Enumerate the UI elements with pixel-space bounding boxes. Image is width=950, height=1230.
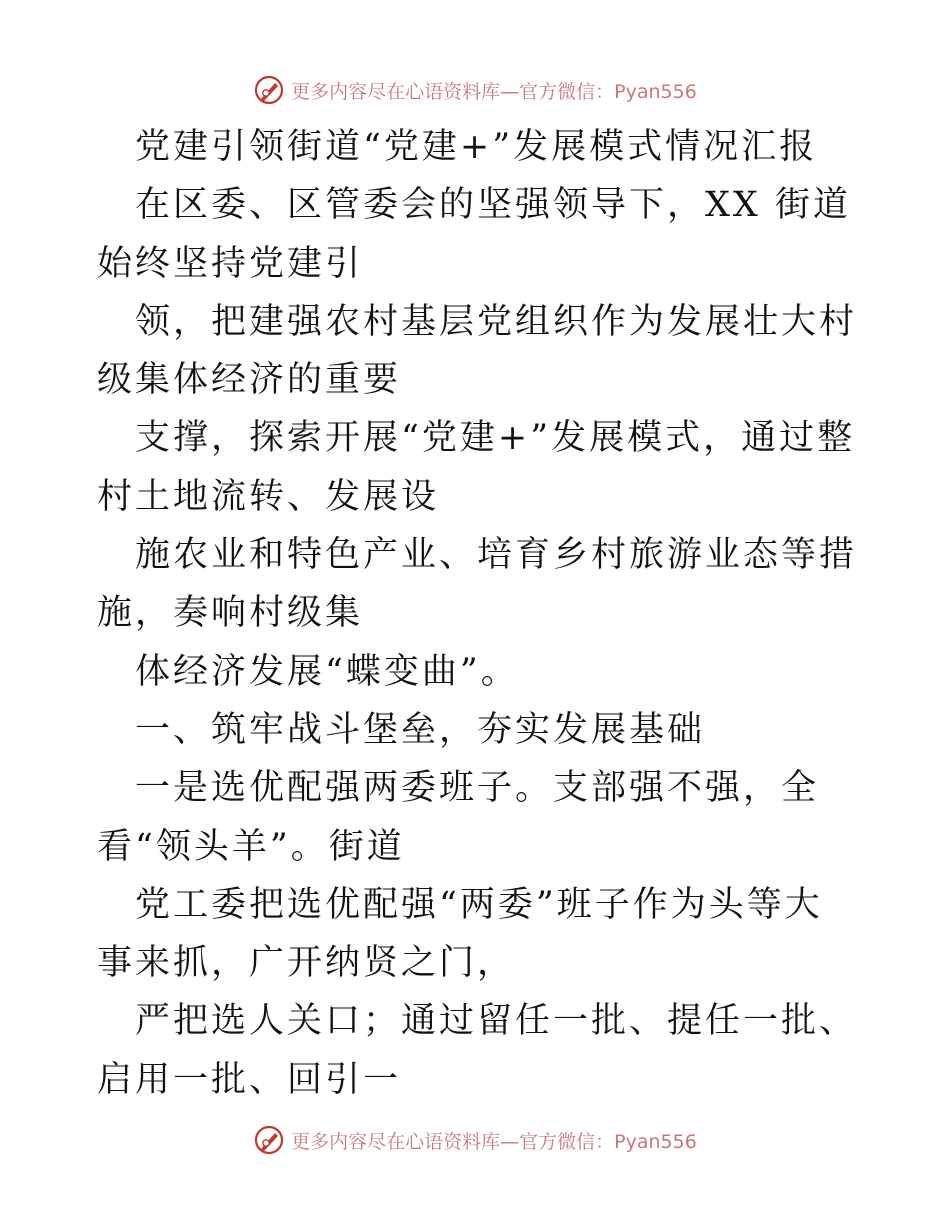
document-title: 党建引领街道“党建+”发展模式情况汇报	[135, 127, 818, 167]
header-watermark	[0, 70, 950, 110]
footer-watermark	[0, 1120, 950, 1160]
paragraph: 支撑，探索开展“党建+”发展模式，通过整村土地流转、发展设	[97, 418, 856, 517]
section-heading: 一、筑牢战斗堡垒，夯实发展基础	[135, 709, 706, 750]
document-body	[97, 118, 857, 1109]
paragraph: 领，把建强农村基层党组织作为发展壮大村级集体经济的重要	[97, 301, 858, 401]
paragraph: 体经济发展“蝶变曲”。	[135, 651, 519, 692]
paragraph: 严把选人关口；通过留任一批、提任一批、启用一批、回引一	[97, 1001, 858, 1100]
quill-pen-seal-icon	[253, 74, 285, 106]
paragraph: 一是选优配强两委班子。支部强不强，全看“领头羊”。街道	[97, 768, 820, 867]
paragraph: 施农业和特色产业、培育乡村旅游业态等措施，奏响村级集	[97, 535, 858, 634]
paragraph: 在区委、区管委会的坚强领导下，XX 街道始终坚持党建引	[97, 185, 851, 284]
watermark-text: 更多内容尽在心语资料库—官方微信：Pyan556	[291, 80, 697, 103]
watermark-text: 更多内容尽在心语资料库—官方微信：Pyan556	[291, 1130, 697, 1153]
quill-pen-seal-icon	[253, 1124, 285, 1156]
paragraph: 党工委把选优配强“两委”班子作为头等大事来抓，广开纳贤之门，	[97, 884, 823, 984]
